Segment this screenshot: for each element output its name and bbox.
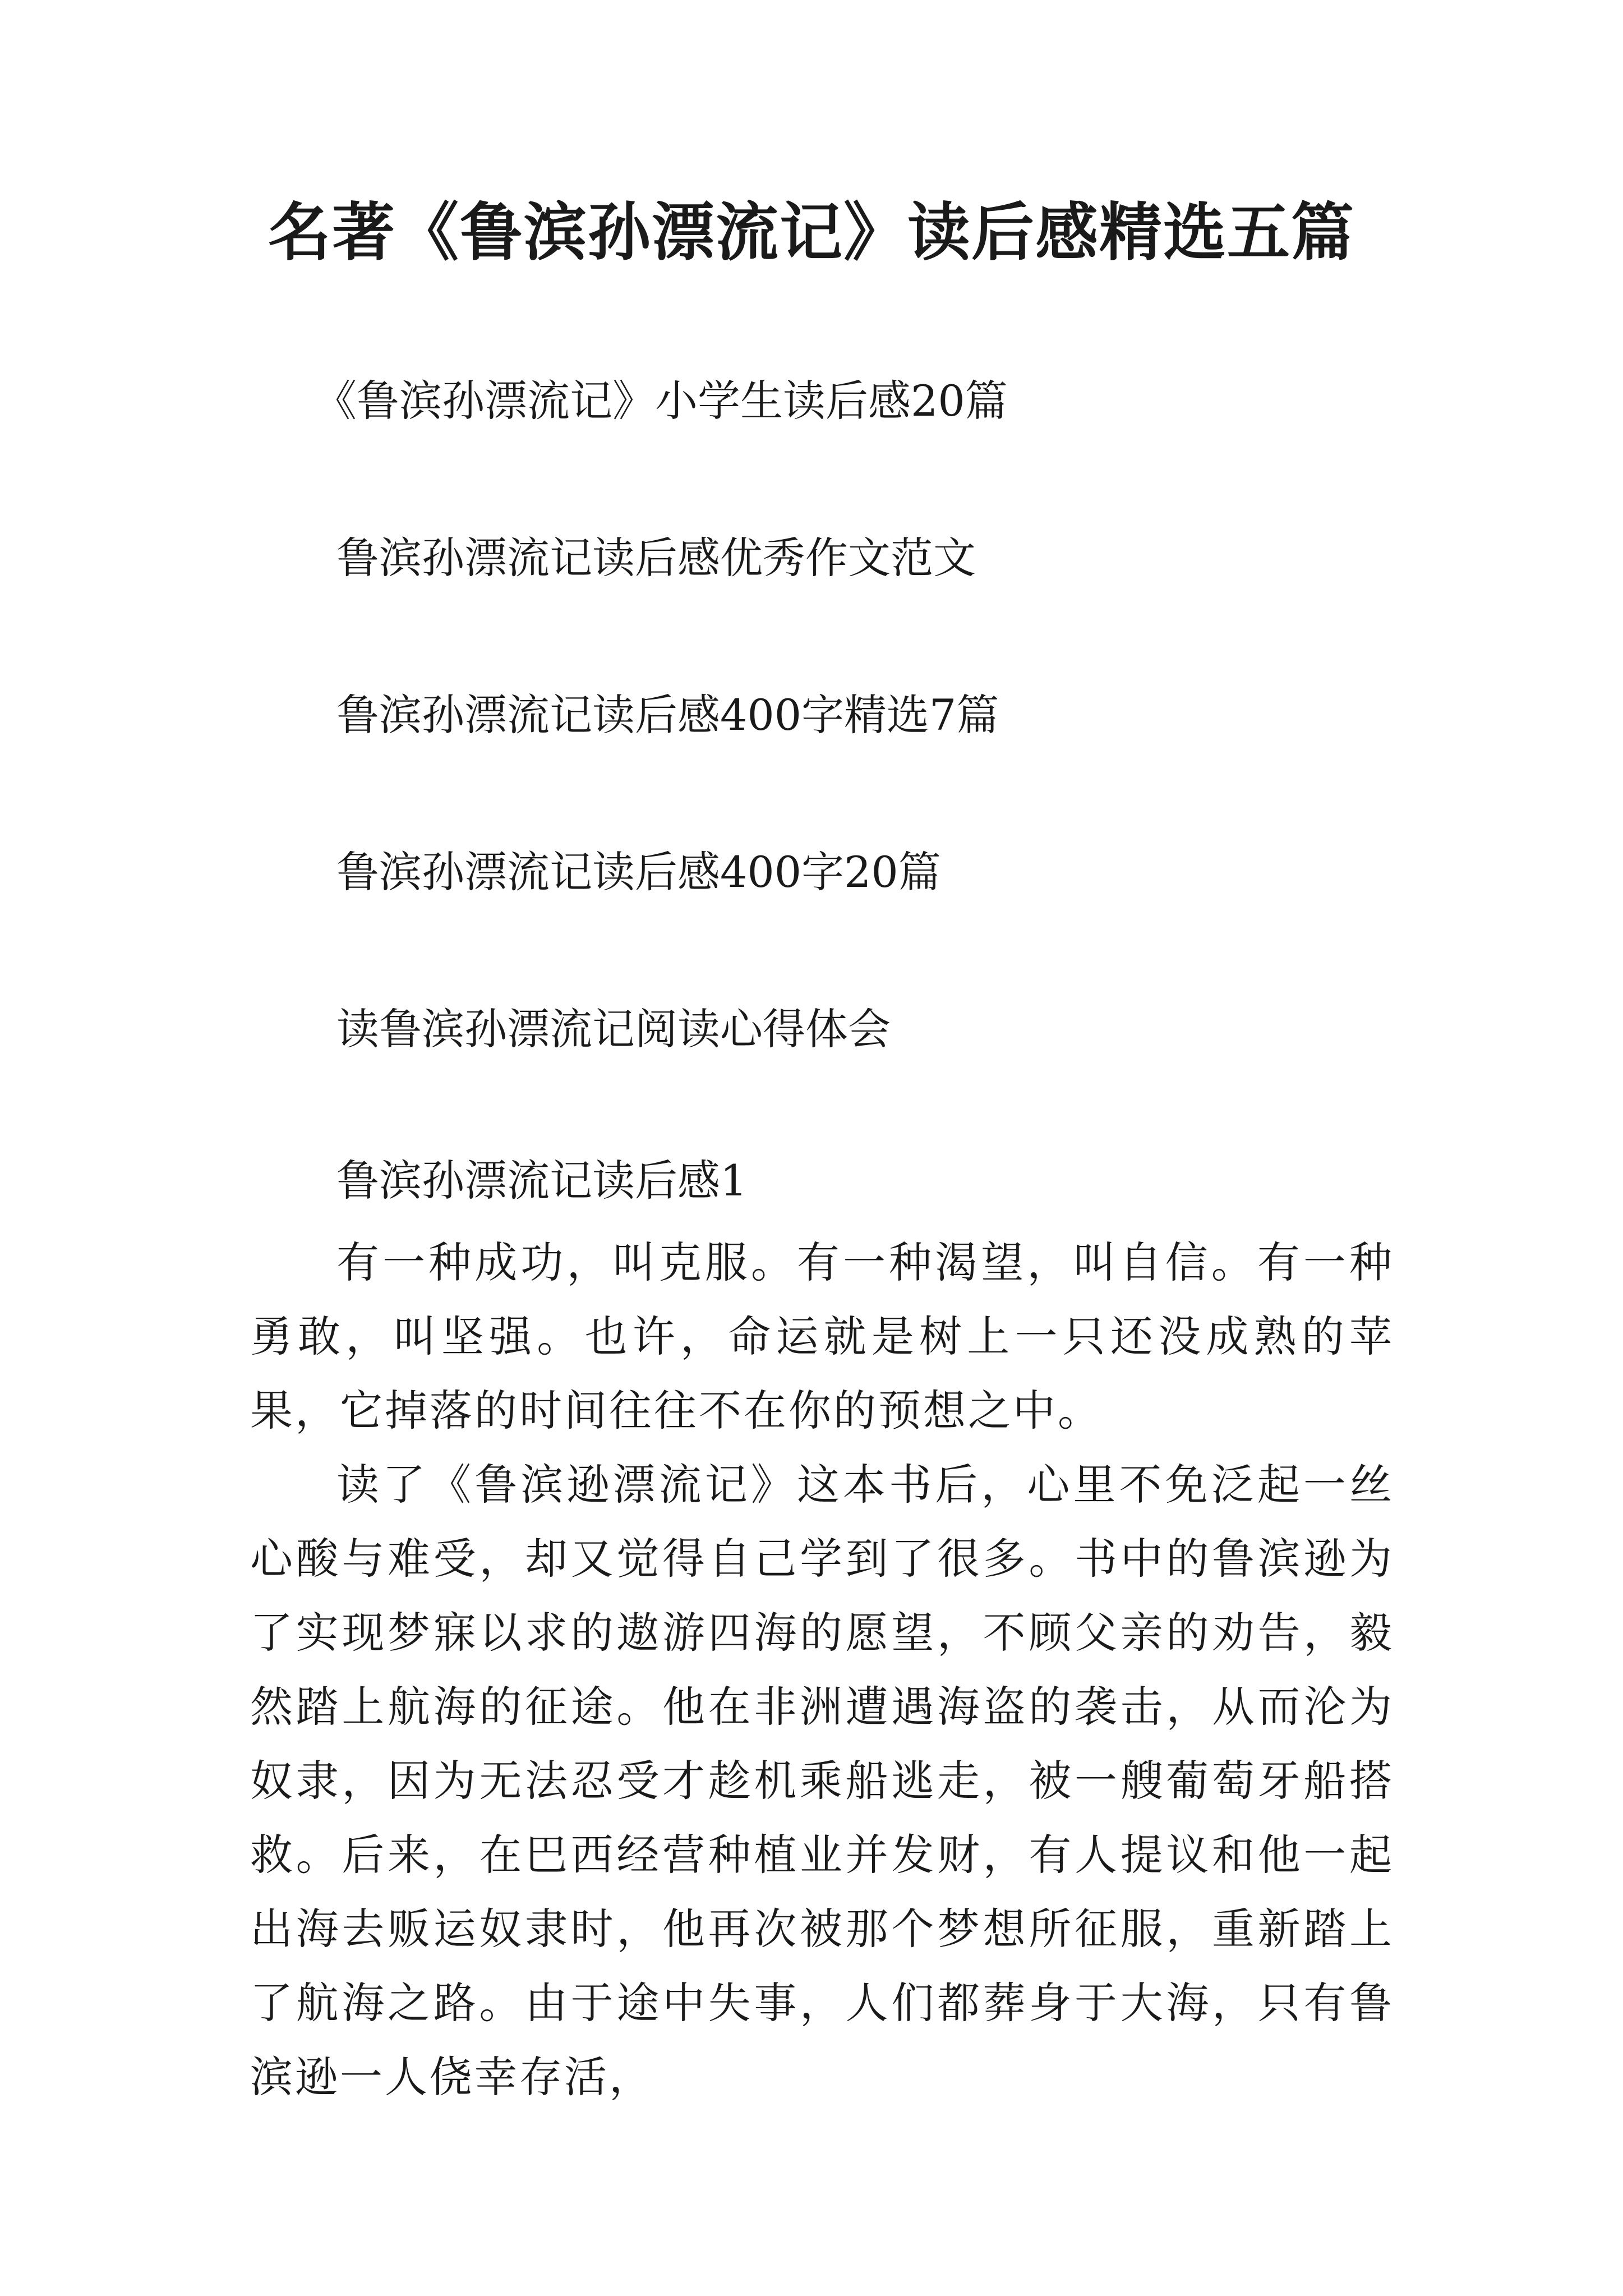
paragraph: 有一种成功，叫克服。有一种渴望，叫自信。有一种勇敢，叫坚强。也许，命运就是树上一只还没成熟的苹果，它掉落的时间往往不在你的预想之中。 bbox=[250, 1237, 1394, 1435]
document-title: 名著《鲁滨孙漂流记》读后感精选五篇 bbox=[268, 196, 1355, 269]
toc-item: 鲁滨孙漂流记读后感400字精选7篇 bbox=[336, 690, 999, 740]
body-text bbox=[250, 1226, 1394, 2114]
section-heading: 鲁滨孙漂流记读后感1 bbox=[336, 1156, 748, 1205]
paragraph: 读了《鲁滨逊漂流记》这本书后，心里不免泛起一丝心酸与难受，却又觉得自己学到了很多。书中的鲁滨逊为了实现梦寐以求的遨游四海的愿望，不顾父亲的劝告，毅然踏上航海的征途。他在非洲遭遇海盗的袭击，从而沦为奴隶，因为无法忍受才趁机乘船逃走，被一艘葡萄牙船搭救。后来，在巴西经营种植业并发财，有人提议和他一起出海去贩运奴隶时，他再次被那个梦想所征服，重新踏上了航海之路。由于途中失事，人们都葬身于大海，只有鲁滨逊一人侥幸存活， bbox=[250, 1460, 1394, 2102]
toc-item: 《鲁滨孙漂流记》小学生读后感20篇 bbox=[314, 376, 1008, 426]
toc-item: 读鲁滨孙漂流记阅读心得体会 bbox=[336, 1004, 891, 1054]
table-of-contents bbox=[314, 373, 1008, 1158]
toc-item: 鲁滨孙漂流记读后感400字20篇 bbox=[336, 847, 941, 897]
toc-item: 鲁滨孙漂流记读后感优秀作文范文 bbox=[336, 533, 976, 583]
